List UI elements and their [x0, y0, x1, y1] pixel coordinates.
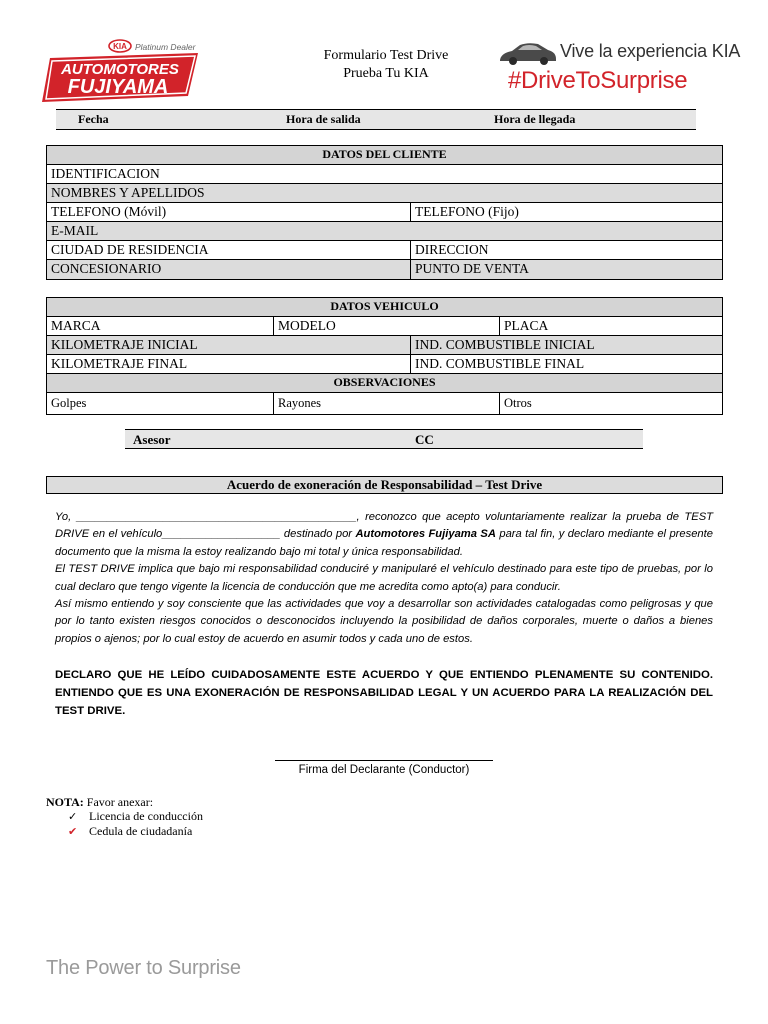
slogan-hashtag: #DriveToSurprise	[508, 67, 688, 94]
telefono-movil-label: TELEFONO (Móvil)	[51, 204, 167, 219]
agreement-text	[55, 509, 713, 648]
list-item	[68, 809, 203, 824]
row-ciudad-direccion	[47, 241, 722, 260]
row-km-inicial	[47, 336, 722, 355]
punto-venta-label: PUNTO DE VENTA	[410, 260, 722, 279]
km-inicial-label: KILOMETRAJE INICIAL	[51, 337, 198, 352]
logo-line1: AUTOMOTORES	[61, 61, 179, 78]
telefono-fijo-label: TELEFONO (Fijo)	[410, 203, 722, 221]
asesor-label: Asesor	[133, 432, 171, 447]
identificacion-label: IDENTIFICACION	[51, 166, 160, 181]
fecha-label: Fecha	[78, 112, 109, 126]
vehicle-data-header: DATOS VEHICULO	[47, 298, 722, 317]
cc-label: CC	[415, 432, 434, 447]
row-identificacion	[47, 165, 722, 184]
logo-line2: FUJIYAMA	[67, 76, 169, 98]
marca-label: MARCA	[51, 318, 101, 333]
km-final-label: KILOMETRAJE FINAL	[51, 356, 188, 371]
signature-label: Firma del Declarante (Conductor)	[298, 764, 470, 776]
row-observaciones	[47, 393, 722, 414]
nota-label: NOTA:	[46, 795, 84, 809]
ciudad-label: CIUDAD DE RESIDENCIA	[51, 242, 209, 257]
row-km-final	[47, 355, 722, 374]
hora-salida-label: Hora de salida	[286, 112, 361, 126]
logo-kia-badge: KIA	[113, 42, 127, 51]
kia-slogan	[498, 38, 743, 100]
title-line-1: Formulario Test Drive	[323, 48, 449, 63]
combustible-inicial-label: IND. COMBUSTIBLE INICIAL	[410, 336, 722, 354]
declaration-text: DECLARO QUE HE LEÍDO CUIDADOSAMENTE ESTE ACUERDO Y QUE ENTIENDO PLENAMENTE SU CONTENIDO. ENTIENDO QUE ES UNA EXONERACIÓN DE RESPONSABILIDAD LEGAL Y UN ACUERDO PARA LA REALIZACIÓN DEL TEST DRIVE.	[55, 669, 713, 717]
attachments-list	[68, 809, 203, 839]
footer-tagline: The Power to Surprise	[46, 957, 241, 979]
observaciones-header: OBSERVACIONES	[47, 374, 722, 393]
agreement-paragraph-3: Así mismo entiendo y soy consciente que las actividades que voy a desarrollar son actividades catalogadas como peligrosas y que por lo tanto existen riesgos conocidos o desconocidos incluyendo la posibilidad de daños corporales, muerte o daños a bienes propios o ajenos; por lo cual estoy de acuerdo en asumir todos y cada uno de estos.	[55, 598, 713, 645]
row-concesionario	[47, 260, 722, 279]
email-label: E-MAIL	[51, 223, 99, 238]
placa-label: PLACA	[499, 317, 722, 335]
modelo-label: MODELO	[273, 317, 336, 335]
direccion-label: DIRECCION	[410, 241, 722, 259]
signature-line	[275, 760, 493, 761]
combustible-final-label: IND. COMBUSTIBLE FINAL	[410, 355, 722, 373]
title-line-2: Prueba Tu KIA	[343, 66, 429, 81]
row-telefonos	[47, 203, 722, 222]
agreement-company-name: Automotores Fujiyama SA	[355, 528, 496, 541]
nota	[46, 795, 153, 810]
client-data-table	[46, 145, 723, 280]
rayones-label: Rayones	[273, 393, 321, 414]
agreement-paragraph-1	[55, 509, 713, 561]
row-nombres	[47, 184, 722, 203]
concesionario-label: CONCESIONARIO	[51, 261, 162, 276]
golpes-label: Golpes	[51, 396, 87, 410]
vehicle-data-table	[46, 297, 723, 415]
checkmark-icon: ✓	[68, 810, 78, 823]
nota-text: Favor anexar:	[83, 795, 154, 809]
asesor-strip	[125, 429, 643, 449]
car-icon	[498, 40, 558, 66]
otros-label: Otros	[499, 393, 722, 414]
document-title	[290, 47, 482, 83]
attachment-licencia: Licencia de conducción	[89, 809, 203, 823]
agreement-paragraph-2: El TEST DRIVE implica que bajo mi responsabilidad conduciré y manipularé el vehículo destinado para este tipo de pruebas, por lo cual declaro que tengo vigente la licencia de conducción que me acredita como apto(a) para conducir.	[55, 563, 713, 593]
slogan-line-1: Vive la experiencia KIA	[560, 41, 741, 61]
hora-llegada-label: Hora de llegada	[494, 112, 576, 126]
row-marca-modelo-placa	[47, 317, 722, 336]
checkmark-icon: ✔	[68, 825, 78, 838]
client-data-header: DATOS DEL CLIENTE	[47, 146, 722, 165]
agreement-title: Acuerdo de exoneración de Responsabilidad – Test Drive	[46, 476, 723, 494]
logo-dealer-text: Platinum Dealer	[135, 42, 196, 52]
automotores-fujiyama-logo	[40, 36, 202, 106]
attachment-cedula: Cedula de ciudadanía	[89, 824, 193, 838]
row-email	[47, 222, 722, 241]
list-item	[68, 824, 203, 839]
nombres-label: NOMBRES Y APELLIDOS	[51, 185, 205, 200]
agreement-p1-end: para tal fin, y declaro mediante el presente documento que la misma la estoy realizando bajo mi total y única responsabilidad.	[55, 528, 713, 558]
date-time-strip	[56, 109, 696, 130]
agreement-p1-start: Yo, _____________________________________________, reconozco que acepto voluntariamente realizar la prueba de TEST DRIVE en el vehículo___________________ destinado por	[55, 511, 713, 541]
